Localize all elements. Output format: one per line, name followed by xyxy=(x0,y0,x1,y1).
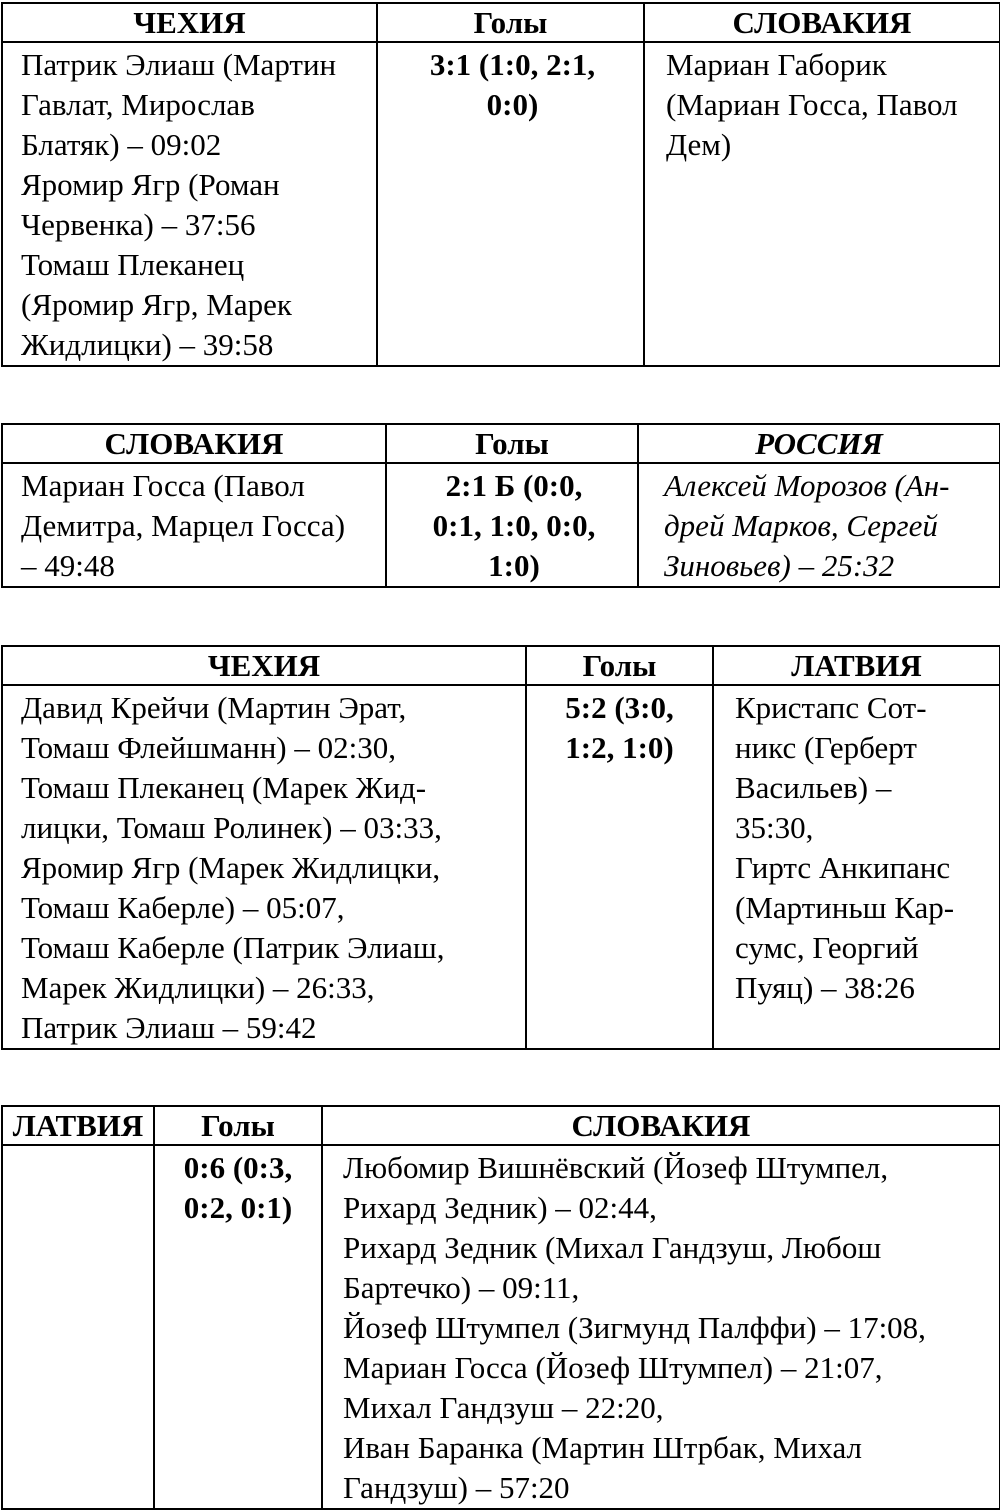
goal-line: Томаш Плеканец (Марек Жид- xyxy=(21,770,427,805)
goals-header: Голы xyxy=(377,3,644,42)
goal-line: Гавлат, Мирослав xyxy=(21,87,255,122)
game-table-3 xyxy=(1,645,1000,1050)
score-line: 1:0) xyxy=(488,548,540,583)
goal-line: Томаш Плеканец xyxy=(21,247,245,282)
goal-line: Томаш Флейшманн) – 02:30, xyxy=(21,730,396,765)
goals-header: Голы xyxy=(526,646,713,685)
goal-line: Томаш Каберле (Патрик Элиаш, xyxy=(21,930,445,965)
game-table-1 xyxy=(1,2,1000,367)
score-line: 3:1 (1:0, 2:1, xyxy=(429,47,596,82)
goal-line: Яромир Ягр (Марек Жидлицки, xyxy=(21,850,441,885)
score-line: 0:0) xyxy=(486,87,539,122)
team-left-header: ЛАТВИЯ xyxy=(2,1106,154,1145)
goals-header: Голы xyxy=(386,424,638,463)
left-goal-list xyxy=(2,463,386,587)
goal-line: сумс, Георгий xyxy=(735,930,919,965)
goal-line: Блатяк) – 09:02 xyxy=(21,127,222,162)
goal-line: Червенка) – 37:56 xyxy=(21,207,256,242)
goal-line: Мариан Габорик xyxy=(666,47,887,82)
goal-line: Марек Жидлицки) – 26:33, xyxy=(21,970,375,1005)
team-left-header: ЧЕХИЯ xyxy=(2,3,377,42)
team-right-header: СЛОВАКИЯ xyxy=(644,3,1000,42)
team-right-header: ЛАТВИЯ xyxy=(713,646,1000,685)
goal-line: никс (Герберт xyxy=(735,730,917,765)
goal-line: Демитра, Марцел Госса) xyxy=(21,508,346,543)
goal-line: Иван Баранка (Мартин Штрбак, Михал xyxy=(343,1430,862,1465)
goal-line: Васильев) – xyxy=(735,770,892,805)
goal-line: Рихард Зедник (Михал Гандзуш, Любош xyxy=(343,1230,882,1265)
goal-line: 35:30, xyxy=(735,810,814,845)
score-line: 0:6 (0:3, xyxy=(183,1150,293,1185)
score-line: 0:1, 1:0, 0:0, xyxy=(432,508,596,543)
goal-line: Томаш Каберле) – 05:07, xyxy=(21,890,345,925)
goal-line: Рихард Зедник) – 02:44, xyxy=(343,1190,657,1225)
right-goal-list xyxy=(713,685,1000,1049)
right-goal-list xyxy=(322,1145,1000,1509)
score-line: 5:2 (3:0, xyxy=(565,690,674,725)
goal-line: Пуяц) – 38:26 xyxy=(735,970,915,1005)
score-line: 1:2, 1:0) xyxy=(565,730,674,765)
left-goal-list xyxy=(2,685,526,1049)
goal-line: лицки, Томаш Ролинек) – 03:33, xyxy=(21,810,442,845)
goal-line: – 49:48 xyxy=(21,548,115,583)
score-cell xyxy=(154,1145,322,1509)
goal-line: дрей Марков, Сергей xyxy=(664,508,938,543)
score-line: 2:1 Б (0:0, xyxy=(445,468,583,503)
goal-line: Патрик Элиаш (Мартин xyxy=(21,47,337,82)
goal-line: Бартечко) – 09:11, xyxy=(343,1270,580,1305)
right-goal-list xyxy=(638,463,1000,587)
goal-line: Зиновьев) – 25:32 xyxy=(664,548,895,583)
team-left-header: СЛОВАКИЯ xyxy=(2,424,386,463)
score-cell xyxy=(526,685,713,1049)
left-goal-list xyxy=(2,42,377,366)
goal-line: Яромир Ягр (Роман xyxy=(21,167,280,202)
goal-line: Жидлицки) – 39:58 xyxy=(21,327,274,362)
game-table-4 xyxy=(1,1105,1000,1510)
game-table-2 xyxy=(1,423,1000,588)
goal-line: Мариан Госса (Павол xyxy=(21,468,305,503)
goal-line: (Мариан Госса, Павол xyxy=(666,87,958,122)
goal-line: (Мартиньш Кар- xyxy=(735,890,955,925)
goal-line: (Яромир Ягр, Марек xyxy=(21,287,292,322)
team-right-header: РОССИЯ xyxy=(638,424,1000,463)
goal-line: Патрик Элиаш – 59:42 xyxy=(21,1010,317,1045)
goal-line: Любомир Вишнёвский (Йозеф Штумпел, xyxy=(343,1150,889,1185)
score-cell xyxy=(386,463,638,587)
left-goal-list xyxy=(2,1145,154,1509)
goal-line: Давид Крейчи (Мартин Эрат, xyxy=(21,690,407,725)
team-left-header: ЧЕХИЯ xyxy=(2,646,526,685)
score-cell xyxy=(377,42,644,366)
team-right-header: СЛОВАКИЯ xyxy=(322,1106,1000,1145)
goal-line: Алексей Морозов (Ан- xyxy=(664,468,950,503)
goals-header: Голы xyxy=(154,1106,322,1145)
goal-line: Михал Гандзуш – 22:20, xyxy=(343,1390,664,1425)
goal-line: Мариан Госса (Йозеф Штумпел) – 21:07, xyxy=(343,1350,883,1385)
goal-line: Гандзуш) – 57:20 xyxy=(343,1470,570,1505)
goal-line: Гиртс Анкипанс xyxy=(735,850,951,885)
right-goal-list xyxy=(644,42,1000,366)
goal-line: Йозеф Штумпел (Зигмунд Палффи) – 17:08, xyxy=(343,1310,926,1345)
score-line: 0:2, 0:1) xyxy=(183,1190,293,1225)
goal-line: Дем) xyxy=(666,127,732,162)
goal-line: Кристапс Сот- xyxy=(735,690,927,725)
